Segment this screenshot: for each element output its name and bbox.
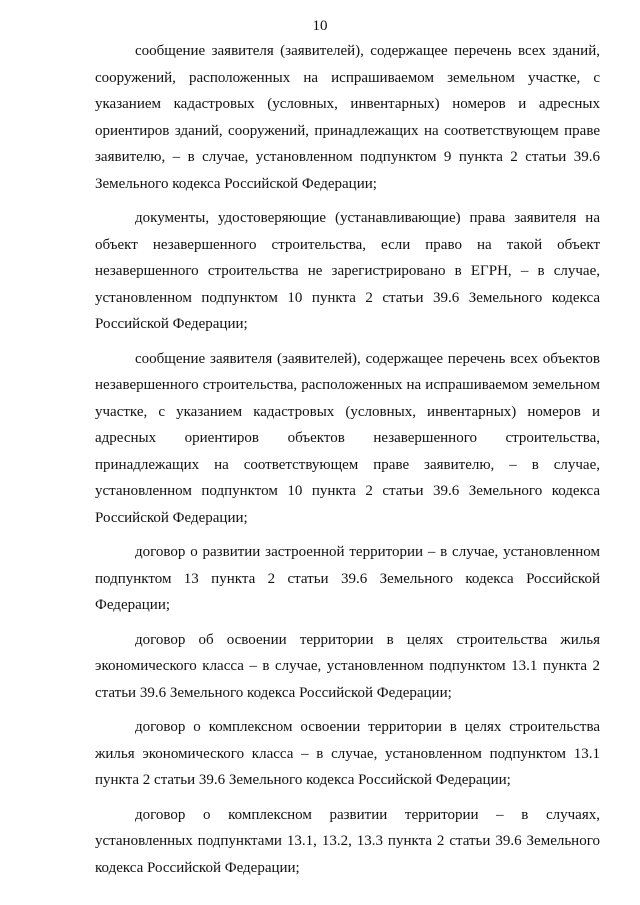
document-body (95, 38, 600, 889)
paragraph-complex-development-agreement: договор о комплексном освоении территории в целях строительства жилья экономического класса – в случае, установленном подпунктом 13.1 пункта 2 статьи 39.6 Земельного кодекса Российской Федерации; (95, 719, 600, 788)
paragraph-complex-territory-agreement: договор о комплексном развитии территории – в случаях, установленных подпунктами 13.1, 13.2, 13.3 пункта 2 статьи 39.6 Земельного кодекса Российской Федерации; (95, 806, 600, 876)
paragraph-unfinished-objects-list: сообщение заявителя (заявителей), содержащее перечень всех объектов незавершенного строительства, расположенных на испрашиваемом земельном участке, с указанием кадастровых (условных, инвентарных) номеров и адресных ориентиров объектов незавершенного строительства, принадлежащих на соответствующем праве заявителю, – в случае, установленном подпунктом 10 пункта 2 статьи 39.6 Земельного кодекса Российской Федерации; (95, 350, 600, 526)
paragraph-buildings-list: сообщение заявителя (заявителей), содержащее перечень всех зданий, сооружений, расположенных на испрашиваемом земельном участке, с указанием кадастровых (условных, инвентарных) номеров и адресных ориентиров зданий, сооружений, принадлежащих на соответствующем праве заявителю, – в случае, установленном подпунктом 9 пункта 2 статьи 39.6 Земельного кодекса Российской Федерации; (95, 43, 600, 192)
paragraph-unfinished-rights-docs: документы, удостоверяющие (устанавливающие) права заявителя на объект незавершенного строительства, если право на такой объект незавершенного строительства не зарегистрировано в ЕГРН, – в случае, установленном подпунктом 10 пункта 2 статьи 39.6 Земельного кодекса Российской Федерации; (95, 210, 600, 332)
paragraph-built-territory-agreement: договор о развитии застроенной территории – в случае, установленном подпунктом 13 пункта 2 статьи 39.6 Земельного кодекса Российской Федерации; (95, 544, 600, 613)
paragraph-territory-development-agreement: договор об освоении территории в целях строительства жилья экономического класса – в случае, установленном подпунктом 13.1 пункта 2 статьи 39.6 Земельного кодекса Российской Федерации; (95, 631, 600, 701)
page-number: 10 (312, 18, 328, 34)
